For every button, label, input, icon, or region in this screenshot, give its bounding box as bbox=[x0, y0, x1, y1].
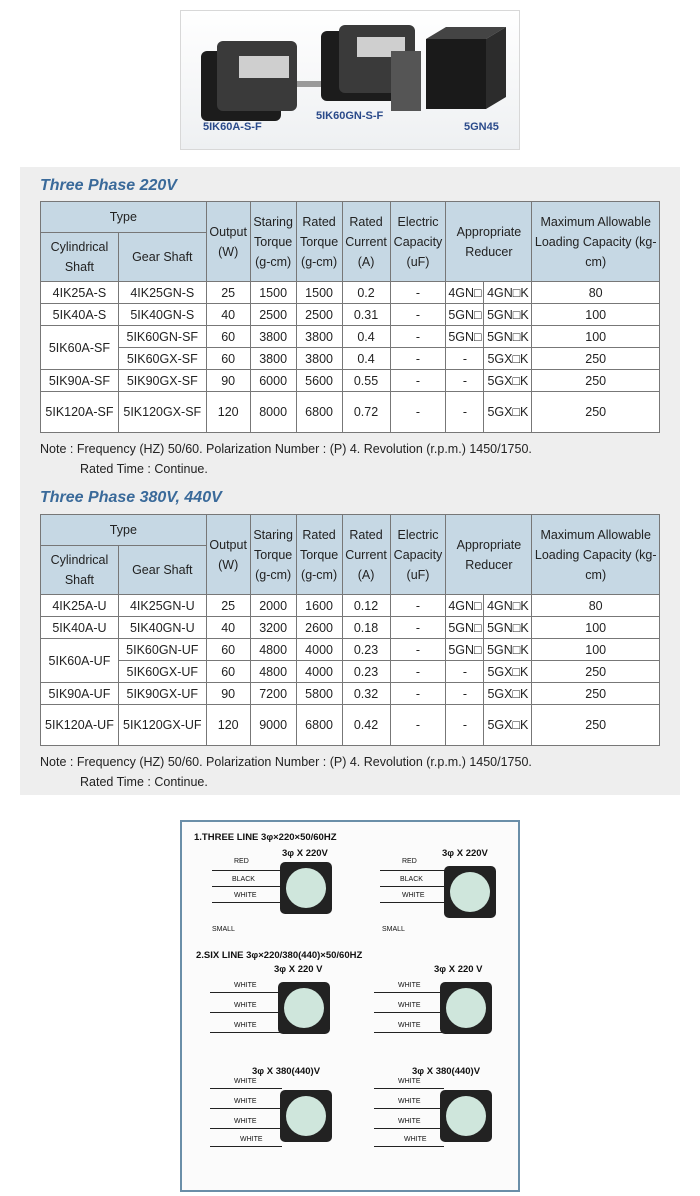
cell: 5GN□ bbox=[446, 617, 484, 639]
cell: 0.55 bbox=[342, 370, 390, 392]
cell: 120 bbox=[206, 705, 250, 746]
wire-label-white: WHITE bbox=[398, 1022, 421, 1029]
voltage-label: 3φ X 220 V bbox=[434, 964, 483, 975]
cell: - bbox=[446, 370, 484, 392]
motor-icon bbox=[278, 982, 330, 1034]
cell: 60 bbox=[206, 639, 250, 661]
cell: 90 bbox=[206, 683, 250, 705]
table-row bbox=[41, 282, 660, 304]
electric-header: Electric Capacity (uF) bbox=[390, 202, 446, 282]
wire-label-white: WHITE bbox=[404, 1136, 427, 1143]
gear-header: Gear Shaft bbox=[118, 233, 206, 282]
spec-table-380v bbox=[40, 514, 660, 746]
table-row bbox=[41, 392, 660, 433]
cell: 5IK90GX-SF bbox=[118, 370, 206, 392]
type-header: Type bbox=[41, 515, 207, 546]
cell: 25 bbox=[206, 595, 250, 617]
note-line-2: Rated Time : Continue. bbox=[80, 462, 208, 476]
cell: 5IK60GX-SF bbox=[118, 348, 206, 370]
cell: 2500 bbox=[296, 304, 342, 326]
cell: - bbox=[446, 348, 484, 370]
wire-label-white: WHITE bbox=[398, 1098, 421, 1105]
cell: 4800 bbox=[250, 639, 296, 661]
cell: - bbox=[390, 639, 446, 661]
cell: 5GX□K bbox=[484, 370, 532, 392]
table-row bbox=[41, 661, 660, 683]
cell: - bbox=[446, 661, 484, 683]
gear-header: Gear Shaft bbox=[118, 546, 206, 595]
cell: 5GN□ bbox=[446, 326, 484, 348]
wire bbox=[212, 902, 282, 903]
voltage-label: 3φ X 380(440)V bbox=[412, 1066, 481, 1077]
wire bbox=[374, 1108, 444, 1109]
motor-icon bbox=[280, 1090, 332, 1142]
table-row bbox=[41, 639, 660, 661]
wire-label-white: WHITE bbox=[234, 1078, 257, 1085]
cell: - bbox=[390, 661, 446, 683]
cell: 25 bbox=[206, 282, 250, 304]
cell: 5IK60A-SF bbox=[41, 326, 119, 370]
table-row bbox=[41, 348, 660, 370]
cell: 0.4 bbox=[342, 348, 390, 370]
cell: 80 bbox=[532, 595, 660, 617]
cell: 9000 bbox=[250, 705, 296, 746]
cell: - bbox=[390, 304, 446, 326]
cell: 4IK25GN-U bbox=[118, 595, 206, 617]
cell: 250 bbox=[532, 705, 660, 746]
cell: 0.23 bbox=[342, 661, 390, 683]
wire bbox=[380, 870, 450, 871]
cell: 1500 bbox=[296, 282, 342, 304]
wire-label-red: RED bbox=[402, 858, 417, 865]
motor-icon bbox=[444, 866, 496, 918]
cell: 5IK120A-UF bbox=[41, 705, 119, 746]
cell: 5IK90GX-UF bbox=[118, 683, 206, 705]
cell: 3800 bbox=[250, 326, 296, 348]
wiring-title-2: 2.SIX LINE 3φ×220/380(440)×50/60HZ bbox=[196, 950, 363, 961]
wire bbox=[374, 1128, 444, 1129]
cell: 5IK90A-SF bbox=[41, 370, 119, 392]
cell: 5800 bbox=[296, 683, 342, 705]
cell: 5IK40A-S bbox=[41, 304, 119, 326]
cell: 5IK60GX-UF bbox=[118, 661, 206, 683]
cell: 5GX□K bbox=[484, 705, 532, 746]
cell: 7200 bbox=[250, 683, 296, 705]
wire bbox=[210, 1128, 282, 1129]
cell: - bbox=[390, 392, 446, 433]
wire-label-white: WHITE bbox=[398, 1118, 421, 1125]
cell: 90 bbox=[206, 370, 250, 392]
electric-header: Electric Capacity (uF) bbox=[390, 515, 446, 595]
cell: - bbox=[390, 705, 446, 746]
rated-current-header: Rated Current (A) bbox=[342, 515, 390, 595]
wire bbox=[212, 886, 282, 887]
cell: 250 bbox=[532, 348, 660, 370]
wire bbox=[374, 1012, 444, 1013]
wire bbox=[210, 1146, 282, 1147]
wire-label-small: SMALL bbox=[382, 926, 405, 933]
staring-header: Staring Torque (g-cm) bbox=[250, 515, 296, 595]
cell: - bbox=[390, 595, 446, 617]
section2-title: Three Phase 380V, 440V bbox=[40, 489, 222, 506]
wire bbox=[374, 1032, 444, 1033]
wire-label-white: WHITE bbox=[234, 1002, 257, 1009]
cell: 0.23 bbox=[342, 639, 390, 661]
cell: 3200 bbox=[250, 617, 296, 639]
cell: 250 bbox=[532, 370, 660, 392]
section2-note bbox=[40, 752, 532, 792]
cell: 5IK60GN-SF bbox=[118, 326, 206, 348]
section1-title: Three Phase 220V bbox=[40, 177, 177, 194]
cell: - bbox=[390, 683, 446, 705]
wire-label-white: WHITE bbox=[234, 1022, 257, 1029]
wire bbox=[374, 992, 444, 993]
rated-current-header: Rated Current (A) bbox=[342, 202, 390, 282]
cell: - bbox=[446, 683, 484, 705]
cell: 6800 bbox=[296, 705, 342, 746]
wire bbox=[210, 992, 282, 993]
cell: 0.72 bbox=[342, 392, 390, 433]
cell: 8000 bbox=[250, 392, 296, 433]
reducer-header: Appropriate Reducer bbox=[446, 202, 532, 282]
cell: 5IK90A-UF bbox=[41, 683, 119, 705]
spec-panel bbox=[20, 167, 680, 795]
cell: 3800 bbox=[296, 348, 342, 370]
cell: 4GN□ bbox=[446, 282, 484, 304]
rated-torque-header: Rated Torque (g-cm) bbox=[296, 202, 342, 282]
wire bbox=[212, 870, 282, 871]
cell: 60 bbox=[206, 326, 250, 348]
caption-motor-1: 5IK60A-S-F bbox=[203, 121, 262, 133]
note-line-1: Note : Frequency (HZ) 50/60. Polarization Number : (P) 4. Revolution (r.p.m.) 1450/1750. bbox=[40, 755, 532, 769]
cell: 40 bbox=[206, 617, 250, 639]
wire-label-black: BLACK bbox=[400, 876, 423, 883]
wire bbox=[374, 1146, 444, 1147]
cell: 0.2 bbox=[342, 282, 390, 304]
cell: 5GX□K bbox=[484, 661, 532, 683]
cell: 5IK120GX-SF bbox=[118, 392, 206, 433]
cell: 0.31 bbox=[342, 304, 390, 326]
table-row bbox=[41, 683, 660, 705]
cell: 5GN□ bbox=[446, 639, 484, 661]
wire-label-white: WHITE bbox=[234, 1118, 257, 1125]
cylindrical-header: Cylindrical Shaft bbox=[41, 546, 119, 595]
cell: - bbox=[390, 282, 446, 304]
caption-motor-2: 5IK60GN-S-F bbox=[316, 110, 384, 122]
reducer-header: Appropriate Reducer bbox=[446, 515, 532, 595]
wire-label-white: WHITE bbox=[240, 1136, 263, 1143]
wiring-diagram bbox=[180, 820, 520, 1192]
caption-gearbox: 5GN45 bbox=[464, 121, 499, 133]
max-header: Maximum Allowable Loading Capacity (kg-cm) bbox=[532, 515, 660, 595]
cell: 5GN□K bbox=[484, 326, 532, 348]
wire-label-white: WHITE bbox=[234, 1098, 257, 1105]
voltage-label: 3φ X 220 V bbox=[274, 964, 323, 975]
cell: 60 bbox=[206, 348, 250, 370]
cell: 0.32 bbox=[342, 683, 390, 705]
table-row bbox=[41, 326, 660, 348]
cell: 6000 bbox=[250, 370, 296, 392]
cell: - bbox=[390, 617, 446, 639]
wire-label-red: RED bbox=[234, 858, 249, 865]
cell: 5IK40A-U bbox=[41, 617, 119, 639]
cell: - bbox=[390, 326, 446, 348]
table-row bbox=[41, 304, 660, 326]
cell: 5IK120GX-UF bbox=[118, 705, 206, 746]
cell: 0.42 bbox=[342, 705, 390, 746]
table-row bbox=[41, 705, 660, 746]
cell: 5IK60GN-UF bbox=[118, 639, 206, 661]
wire-label-white: WHITE bbox=[398, 1078, 421, 1085]
wire-label-white: WHITE bbox=[398, 1002, 421, 1009]
wire bbox=[210, 1088, 282, 1089]
cell: 120 bbox=[206, 392, 250, 433]
wire-label-white: WHITE bbox=[234, 982, 257, 989]
motor-icon bbox=[280, 862, 332, 914]
cell: 60 bbox=[206, 661, 250, 683]
cell: 80 bbox=[532, 282, 660, 304]
output-header: Output (W) bbox=[206, 515, 250, 595]
voltage-label: 3φ X 380(440)V bbox=[252, 1066, 321, 1077]
wire-label-white: WHITE bbox=[398, 982, 421, 989]
cell: 3800 bbox=[296, 326, 342, 348]
output-header: Output (W) bbox=[206, 202, 250, 282]
cell: 4GN□K bbox=[484, 282, 532, 304]
cell: 3800 bbox=[250, 348, 296, 370]
cell: 4IK25GN-S bbox=[118, 282, 206, 304]
type-header: Type bbox=[41, 202, 207, 233]
cell: 5IK40GN-S bbox=[118, 304, 206, 326]
wire bbox=[374, 1088, 444, 1089]
cell: 4GN□ bbox=[446, 595, 484, 617]
cell: 250 bbox=[532, 661, 660, 683]
cell: 100 bbox=[532, 304, 660, 326]
wiring-title-1: 1.THREE LINE 3φ×220×50/60HZ bbox=[194, 832, 337, 843]
cell: 2500 bbox=[250, 304, 296, 326]
cell: 5600 bbox=[296, 370, 342, 392]
cell: 0.18 bbox=[342, 617, 390, 639]
motor-icon bbox=[440, 982, 492, 1034]
cell: 0.12 bbox=[342, 595, 390, 617]
note-line-1: Note : Frequency (HZ) 50/60. Polarization Number : (P) 4. Revolution (r.p.m.) 1450/1750. bbox=[40, 442, 532, 456]
cell: 5GX□K bbox=[484, 683, 532, 705]
section1-note bbox=[40, 439, 532, 479]
cell: 100 bbox=[532, 617, 660, 639]
table-row bbox=[41, 595, 660, 617]
cell: 250 bbox=[532, 683, 660, 705]
wire-label-small: SMALL bbox=[212, 926, 235, 933]
cell: 2000 bbox=[250, 595, 296, 617]
cell: 5GX□K bbox=[484, 348, 532, 370]
voltage-label: 3φ X 220V bbox=[442, 848, 488, 859]
cell: 5IK60A-UF bbox=[41, 639, 119, 683]
cell: 5IK40GN-U bbox=[118, 617, 206, 639]
table-row bbox=[41, 617, 660, 639]
wire bbox=[380, 902, 450, 903]
product-photo bbox=[180, 10, 520, 150]
cell: - bbox=[390, 348, 446, 370]
max-header: Maximum Allowable Loading Capacity (kg-cm) bbox=[532, 202, 660, 282]
cell: 5GN□K bbox=[484, 617, 532, 639]
cell: 0.4 bbox=[342, 326, 390, 348]
cell: 5GN□ bbox=[446, 304, 484, 326]
cell: 5GN□K bbox=[484, 304, 532, 326]
cell: 5IK120A-SF bbox=[41, 392, 119, 433]
wire-label-white: WHITE bbox=[234, 892, 257, 899]
cell: 4000 bbox=[296, 639, 342, 661]
cell: - bbox=[446, 705, 484, 746]
wire bbox=[210, 1108, 282, 1109]
wire bbox=[210, 1032, 282, 1033]
motor-icon bbox=[440, 1090, 492, 1142]
cell: 40 bbox=[206, 304, 250, 326]
cell: 4000 bbox=[296, 661, 342, 683]
cell: 5GN□K bbox=[484, 639, 532, 661]
note-line-2: Rated Time : Continue. bbox=[80, 775, 208, 789]
table-row bbox=[41, 370, 660, 392]
cylindrical-header: Cylindrical Shaft bbox=[41, 233, 119, 282]
cell: 5GX□K bbox=[484, 392, 532, 433]
cell: 4IK25A-U bbox=[41, 595, 119, 617]
cell: 100 bbox=[532, 326, 660, 348]
voltage-label: 3φ X 220V bbox=[282, 848, 328, 859]
cell: - bbox=[390, 370, 446, 392]
cell: - bbox=[446, 392, 484, 433]
wire-label-black: BLACK bbox=[232, 876, 255, 883]
cell: 2600 bbox=[296, 617, 342, 639]
cell: 4IK25A-S bbox=[41, 282, 119, 304]
staring-header: Staring Torque (g-cm) bbox=[250, 202, 296, 282]
wire bbox=[210, 1012, 282, 1013]
rated-torque-header: Rated Torque (g-cm) bbox=[296, 515, 342, 595]
cell: 100 bbox=[532, 639, 660, 661]
cell: 250 bbox=[532, 392, 660, 433]
cell: 1500 bbox=[250, 282, 296, 304]
cell: 1600 bbox=[296, 595, 342, 617]
cell: 4GN□K bbox=[484, 595, 532, 617]
wire-label-white: WHITE bbox=[402, 892, 425, 899]
cell: 4800 bbox=[250, 661, 296, 683]
wire bbox=[380, 886, 450, 887]
cell: 6800 bbox=[296, 392, 342, 433]
spec-table-220v bbox=[40, 201, 660, 433]
